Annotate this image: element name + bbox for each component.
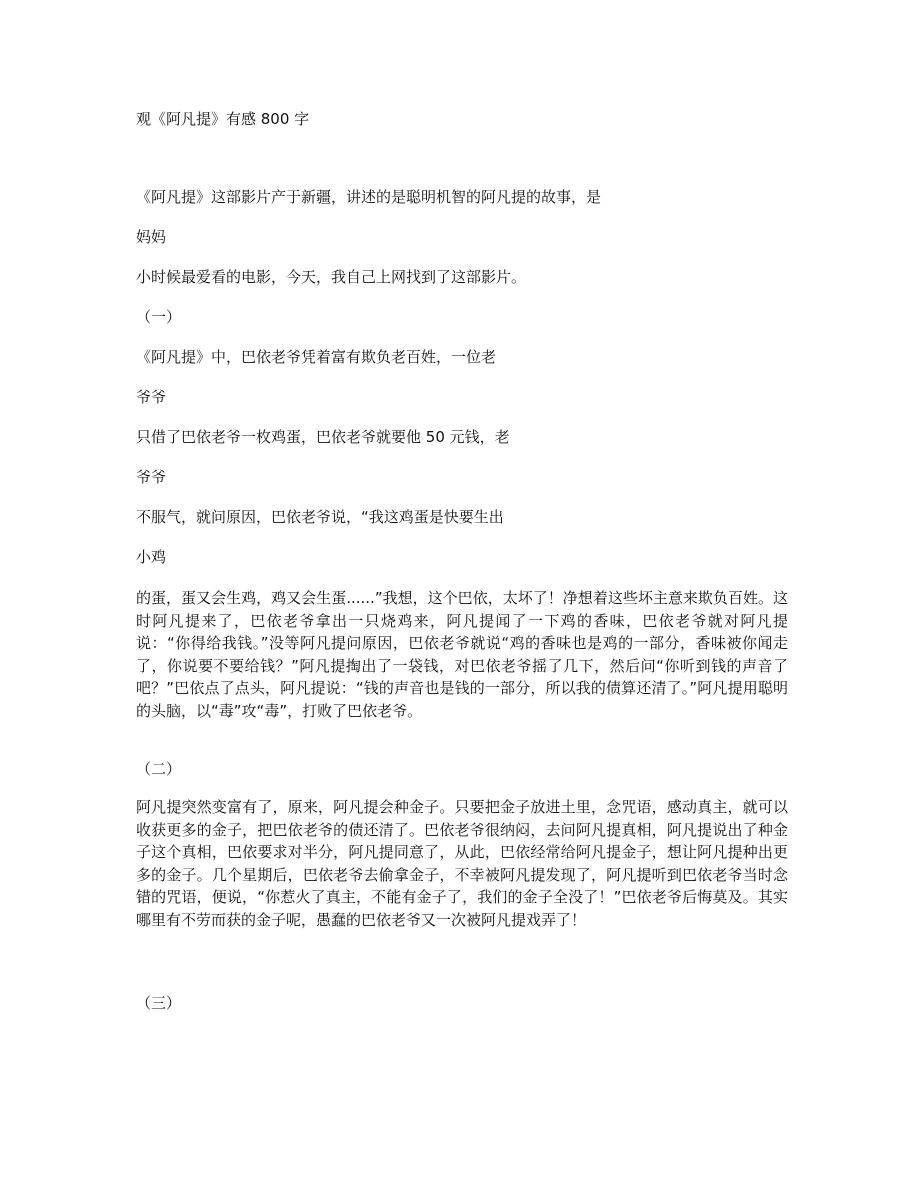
section-heading-1: （一） (136, 308, 182, 326)
text-line-grandpa-2: 爷爷 (136, 468, 167, 486)
text-line-grandpa-1: 爷爷 (136, 388, 167, 406)
text-line-intro: 《阿凡提》这部影片产于新疆，讲述的是聪明机智的阿凡提的故事，是 (136, 188, 602, 206)
section-heading-3: （三） (136, 994, 182, 1012)
section-heading-2: （二） (136, 760, 182, 778)
text-line-reason: 不服气，就问原因，巴依老爷说，“我这鸡蛋是快要生出 (136, 508, 504, 526)
document-title: 观《阿凡提》有感 800 字 (136, 110, 310, 128)
paragraph-story-2: 阿凡提突然变富有了，原来，阿凡提会种金子。只要把金子放进土里，念咒语，感动真主，就可以收获更多的金子，把巴依老爷的债还清了。巴依老爷很纳闷，去问阿凡提真相，阿凡提说出了种金子这个真相，巴依要求对半分，阿凡提同意了，从此，巴依经常给阿凡提金子，想让阿凡提种出更多的金子。几个星期后，巴依老爷去偷拿金子，不幸被阿凡提发现了，阿凡提听到巴依老爷当时念错的咒语，便说，“你惹火了真主，不能有金子了，我们的金子全没了！”巴依老爷后悔莫及。其实哪里有不劳而获的金子呢，愚蠢的巴依老爷又一次被阿凡提戏弄了！ (136, 798, 788, 929)
text-line-mama: 妈妈 (136, 228, 167, 246)
text-line-egg: 只借了巴依老爷一枚鸡蛋，巴依老爷就要他 50 元钱，老 (136, 428, 510, 446)
text-line-chick: 小鸡 (136, 548, 167, 566)
text-line-bayi: 《阿凡提》中，巴依老爷凭着富有欺负老百姓，一位老 (136, 348, 497, 366)
text-line-childhood: 小时候最爱看的电影，今天，我自己上网找到了这部影片。 (136, 268, 527, 286)
paragraph-story-1: 的蛋，蛋又会生鸡，鸡又会生蛋......”我想，这个巴依，太坏了！净想着这些坏主意来欺负百姓。这时阿凡提来了，巴依老爷拿出一只烧鸡来，阿凡提闻了一下鸡的香味，巴依老爷就对阿凡提说：“你得给我钱。”没等阿凡提问原因，巴依老爷就说“鸡的香味也是鸡的一部分，香味被你闻走了，你说要不要给钱？”阿凡提掏出了一袋钱，对巴依老爷摇了几下，然后问“你听到钱的声音了吧？”巴依点了点头，阿凡提说：“钱的声音也是钱的一部分，所以我的债算还清了。”阿凡提用聪明的头脑，以“毒”攻“毒”，打败了巴依老爷。 (136, 589, 788, 720)
